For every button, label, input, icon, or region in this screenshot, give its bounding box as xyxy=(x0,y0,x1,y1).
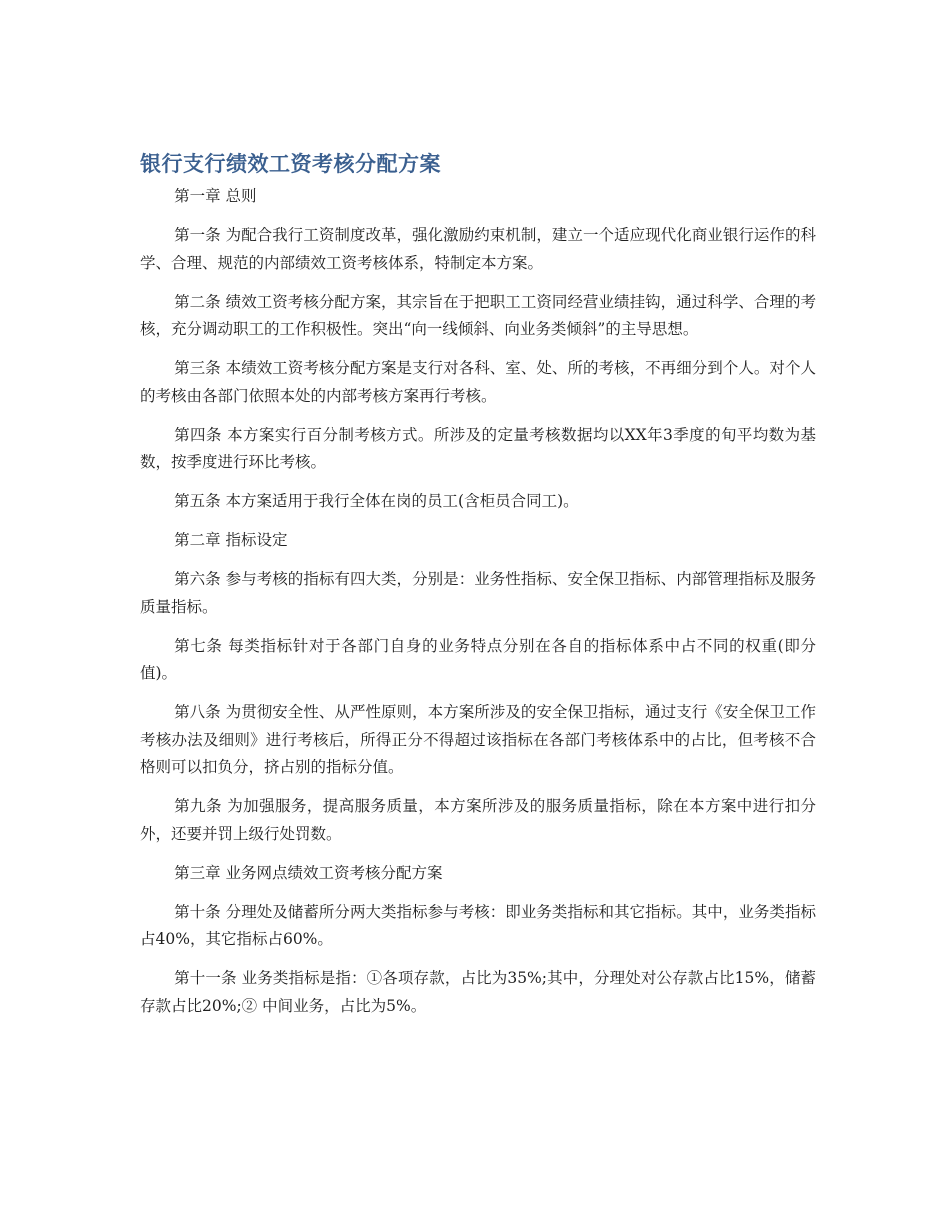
article-paragraph: 第九条 为加强服务，提高服务质量，本方案所涉及的服务质量指标，除在本方案中进行扣分外，还要并罚上级行处罚数。 xyxy=(140,797,816,843)
article-paragraph: 第五条 本方案适用于我行全体在岗的员工(含柜员合同工)。 xyxy=(174,492,579,510)
article-paragraph: 第六条 参与考核的指标有四大类，分别是：业务性指标、安全保卫指标、内部管理指标及服务质量指标。 xyxy=(140,570,816,616)
document-page xyxy=(140,148,816,1032)
article-paragraph: 第四条 本方案实行百分制考核方式。所涉及的定量考核数据均以XX年3季度的旬平均数为基数，按季度进行环比考核。 xyxy=(140,425,816,471)
article-paragraph: 第八条 为贯彻安全性、从严性原则，本方案所涉及的安全保卫指标，通过支行《安全保卫工作考核办法及细则》进行考核后，所得正分不得超过该指标在各部门考核体系中的占比，但考核不合格则可以扣负分，挤占别的指标分值。 xyxy=(140,703,816,776)
article-paragraph: 第十一条 业务类指标是指：①各项存款，占比为35%;其中，分理处对公存款占比15%，储蓄存款占比20%;② 中间业务，占比为5%。 xyxy=(140,969,816,1015)
chapter-heading: 第一章 总则 xyxy=(174,187,257,205)
article-paragraph: 第七条 每类指标针对于各部门自身的业务特点分别在各自的指标体系中占不同的权重(即分值)。 xyxy=(140,636,816,682)
chapter-heading: 第三章 业务网点绩效工资考核分配方案 xyxy=(174,863,443,882)
article-paragraph: 第十条 分理处及储蓄所分两大类指标参与考核：即业务类指标和其它指标。其中，业务类指标占40%，其它指标占60%。 xyxy=(140,902,816,948)
article-paragraph: 第三条 本绩效工资考核分配方案是支行对各科、室、处、所的考核，不再细分到个人。对个人的考核由各部门依照本处的内部考核方案再行考核。 xyxy=(140,359,816,405)
article-paragraph: 第一条 为配合我行工资制度改革，强化激励约束机制，建立一个适应现代化商业银行运作的科学、合理、规范的内部绩效工资考核体系，特制定本方案。 xyxy=(140,226,816,272)
article-paragraph: 第二条 绩效工资考核分配方案，其宗旨在于把职工工资同经营业绩挂钩，通过科学、合理的考核，充分调动职工的工作积极性。突出“向一线倾斜、向业务类倾斜”的主导思想。 xyxy=(140,292,816,338)
document-title: 银行支行绩效工资考核分配方案 xyxy=(140,152,441,176)
chapter-heading: 第二章 指标设定 xyxy=(174,531,288,549)
